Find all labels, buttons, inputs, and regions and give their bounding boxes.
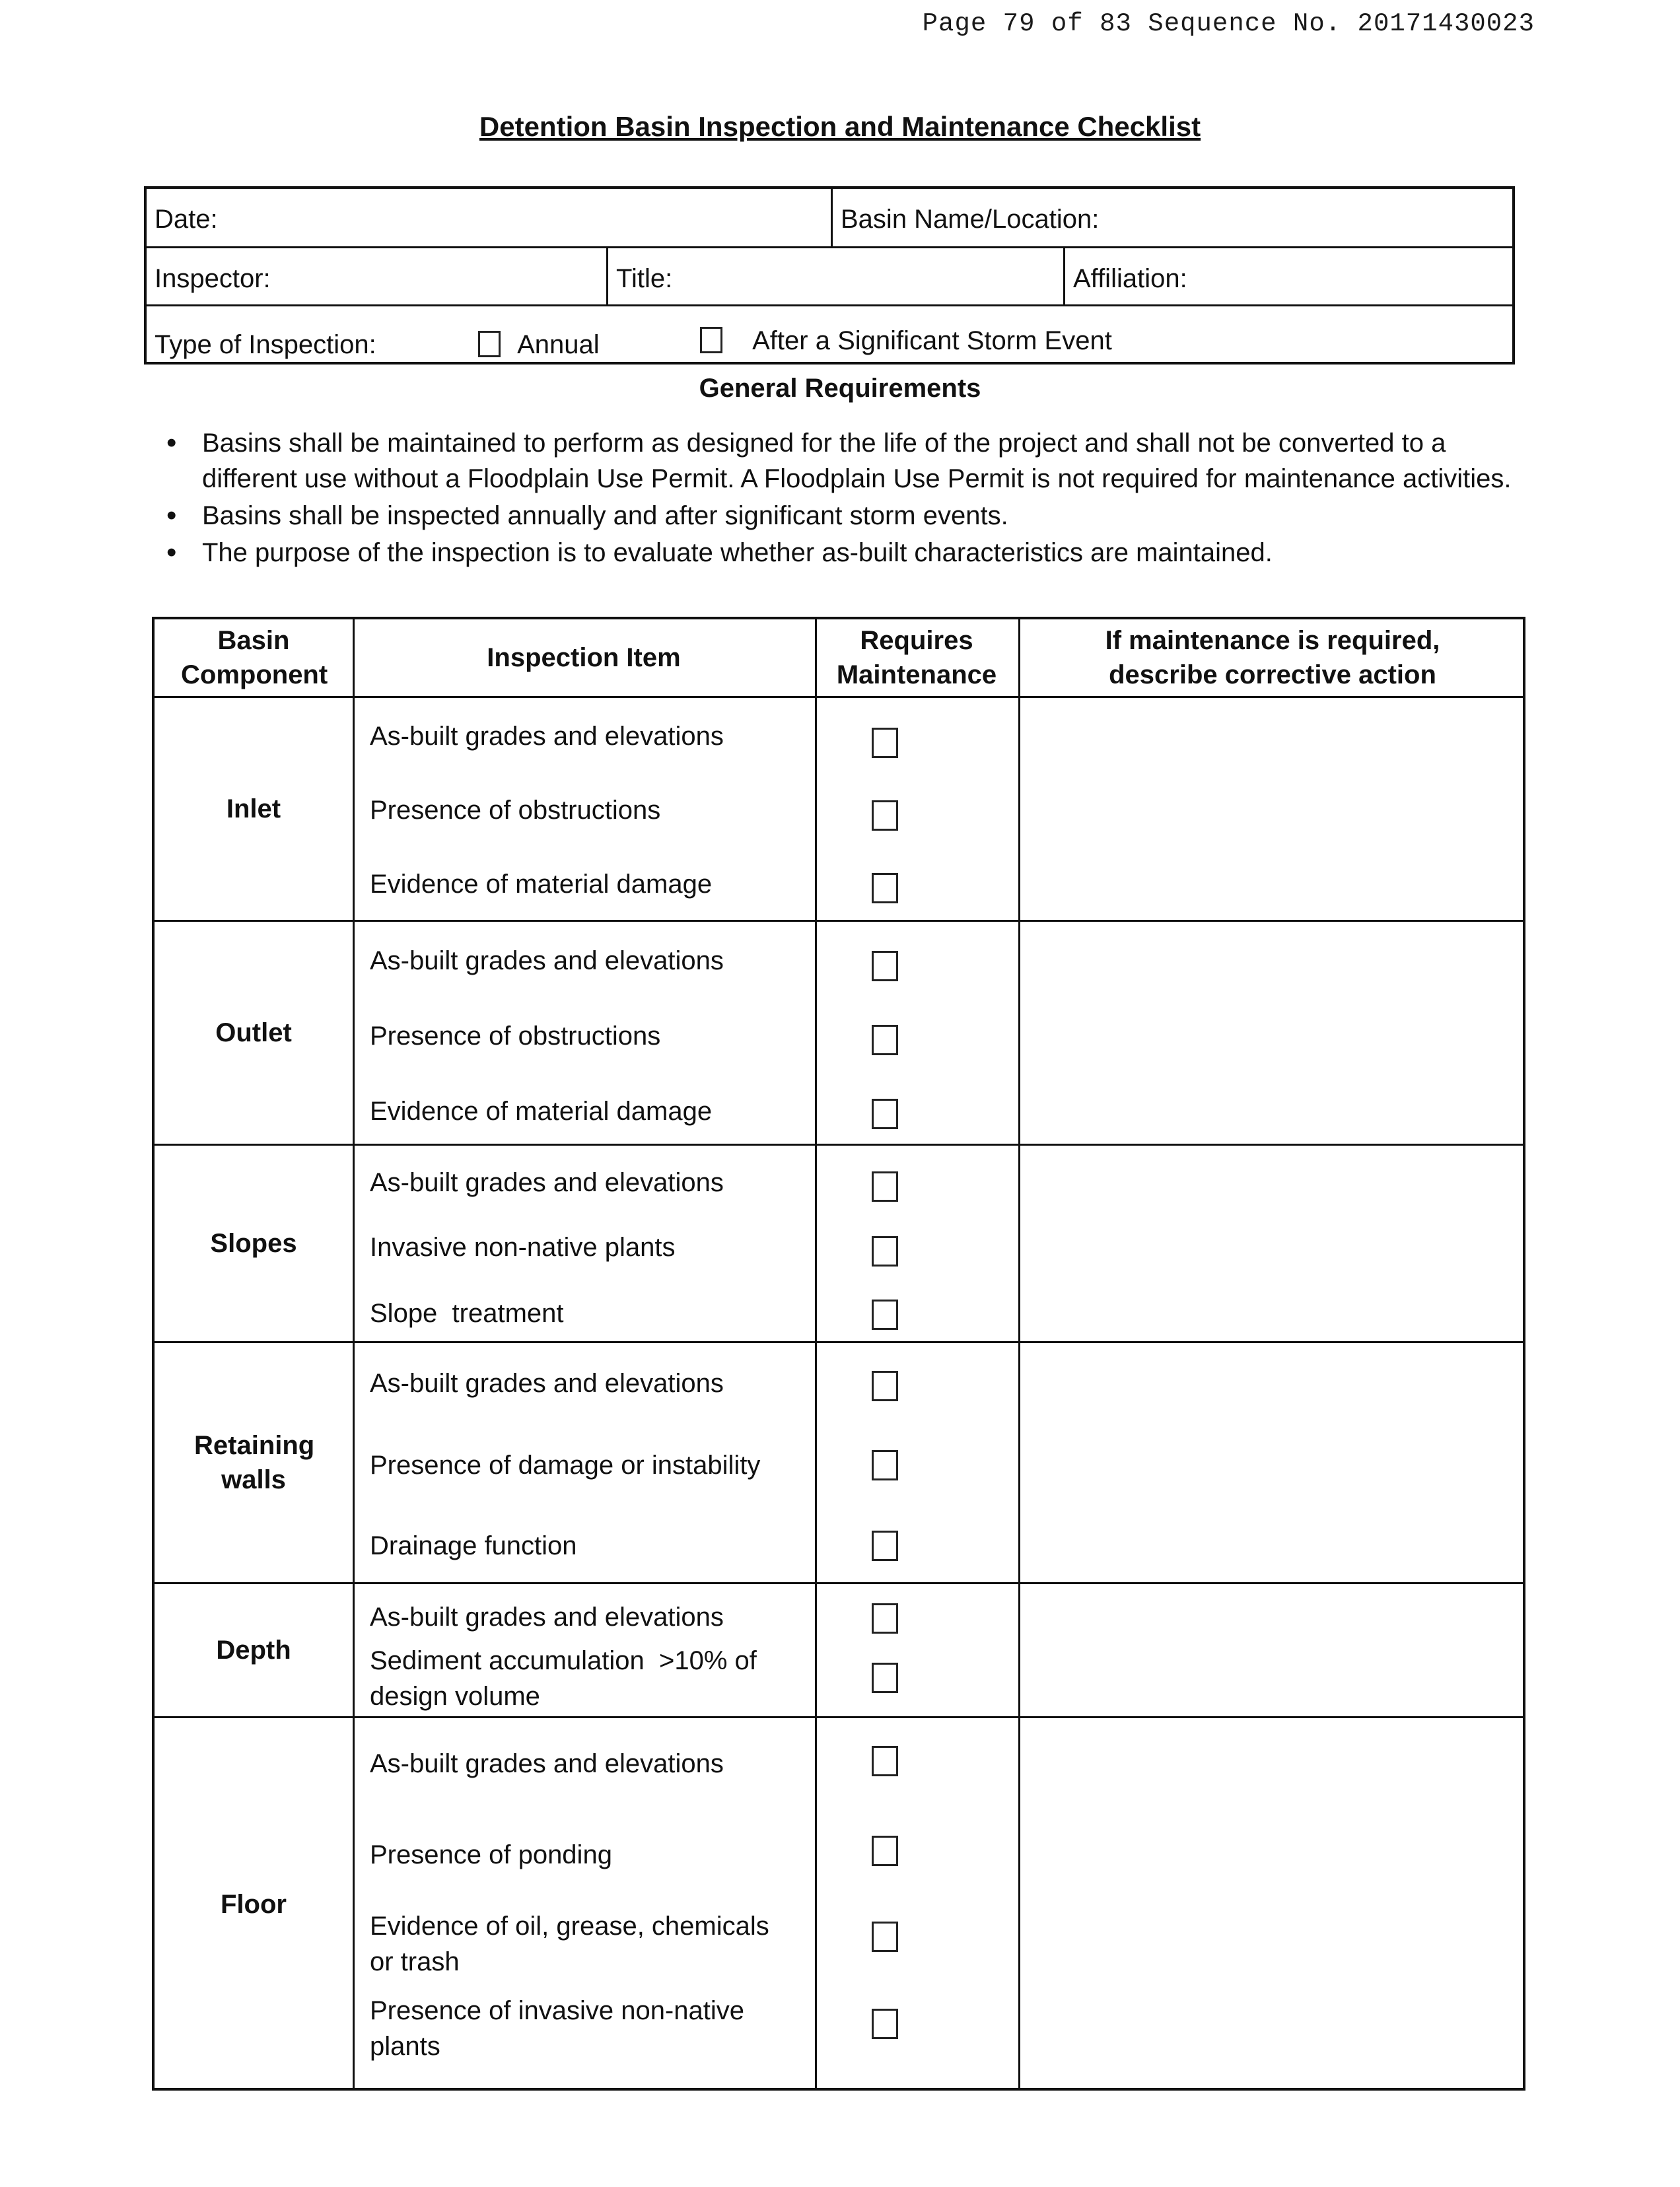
basin-location-label: Basin Name/Location: — [841, 205, 1100, 234]
row-divider — [155, 1716, 1523, 1718]
component-label: Outlet — [215, 1018, 292, 1047]
header-requires-maintenance — [815, 619, 1018, 696]
requires-maintenance-checkbox[interactable] — [872, 1025, 898, 1055]
header-row-date — [147, 189, 1512, 248]
item-label: Sediment accumulation >10% of design volume — [370, 1646, 765, 1711]
requires-maintenance-checkbox[interactable] — [872, 1300, 898, 1330]
header-text: Inspection Item — [487, 643, 681, 672]
item-label: Presence of invasive non-native plants — [370, 1996, 744, 2061]
general-requirements-heading: General Requirements — [699, 374, 981, 403]
annual-option[interactable] — [478, 330, 600, 360]
date-label: Date: — [155, 205, 218, 234]
component-label: Inlet — [226, 794, 281, 823]
page-header: Page 79 of 83 Sequence No. 20171430023 — [922, 9, 1535, 38]
requires-maintenance-checkbox[interactable] — [872, 1450, 898, 1480]
type-of-inspection-label: Type of Inspection: — [155, 330, 376, 359]
title-label: Title: — [616, 264, 673, 293]
requires-maintenance-checkbox[interactable] — [872, 728, 898, 758]
header-text: Basin Component — [181, 626, 328, 689]
basin-location-field[interactable] — [831, 189, 1512, 246]
requires-maintenance-checkbox[interactable] — [872, 1603, 898, 1634]
annual-checkbox[interactable] — [478, 331, 501, 357]
item-label: As-built grades and elevations — [370, 946, 724, 975]
component-slopes — [155, 1146, 353, 1341]
inspection-table — [152, 617, 1525, 2091]
requires-maintenance-checkbox[interactable] — [872, 2009, 898, 2039]
storm-event-checkbox[interactable] — [700, 327, 722, 353]
requires-maintenance-checkbox[interactable] — [872, 800, 898, 831]
document-title: Detention Basin Inspection and Maintenance Checklist — [479, 111, 1201, 142]
requires-maintenance-checkbox[interactable] — [872, 1663, 898, 1693]
header-basin-component — [155, 619, 353, 696]
row-divider — [155, 1341, 1523, 1343]
item-label: As-built grades and elevations — [370, 1369, 724, 1398]
component-retaining-walls — [155, 1343, 353, 1582]
component-inlet — [155, 698, 353, 920]
component-outlet — [155, 922, 353, 1144]
item-label: Evidence of oil, grease, chemicals or trash — [370, 1912, 769, 1976]
requires-maintenance-checkbox[interactable] — [872, 951, 898, 981]
requires-maintenance-checkbox[interactable] — [872, 1922, 898, 1952]
item-label: Presence of damage or instability — [370, 1451, 761, 1480]
requires-maintenance-checkbox[interactable] — [872, 1171, 898, 1202]
header-divider — [155, 696, 1523, 698]
title-field[interactable] — [606, 248, 1063, 304]
column-divider — [353, 619, 355, 2088]
row-divider — [155, 1144, 1523, 1146]
header-corrective-action — [1018, 619, 1527, 696]
item-label: Evidence of material damage — [370, 1097, 713, 1126]
requires-maintenance-checkbox[interactable] — [872, 1746, 898, 1776]
component-label: Slopes — [210, 1229, 297, 1258]
inspector-label: Inspector: — [155, 264, 271, 293]
general-requirements-list — [158, 425, 1512, 572]
requires-maintenance-checkbox[interactable] — [872, 1371, 898, 1401]
item-label: As-built grades and elevations — [370, 1603, 724, 1632]
component-label: Depth — [216, 1636, 291, 1665]
requires-maintenance-checkbox[interactable] — [872, 873, 898, 903]
storm-option[interactable] — [700, 326, 1112, 356]
affiliation-field[interactable] — [1063, 248, 1512, 304]
header-text: If maintenance is required, describe corrective action — [1105, 626, 1440, 689]
component-label: Retaining walls — [194, 1431, 315, 1494]
item-label: Presence of obstructions — [370, 1022, 661, 1051]
annual-label: Annual — [517, 330, 600, 359]
column-divider — [1018, 619, 1020, 2088]
requires-maintenance-checkbox[interactable] — [872, 1531, 898, 1561]
date-field[interactable] — [147, 189, 831, 246]
header-text: Requires Maintenance — [836, 626, 997, 689]
requirement-bullet: • The purpose of the inspection is to evaluate whether as-built characteristics are maintained. — [158, 535, 1512, 571]
item-label: As-built grades and elevations — [370, 722, 724, 751]
item-label: Slope treatment — [370, 1299, 564, 1328]
header-row-inspector — [147, 248, 1512, 306]
component-label: Floor — [221, 1890, 287, 1919]
requires-maintenance-checkbox[interactable] — [872, 1836, 898, 1866]
item-label: As-built grades and elevations — [370, 1168, 724, 1197]
component-floor — [155, 1718, 353, 2091]
item-label: As-built grades and elevations — [370, 1749, 724, 1778]
item-label: Presence of obstructions — [370, 796, 661, 825]
storm-event-label: After a Significant Storm Event — [752, 326, 1112, 355]
item-label: Evidence of material damage — [370, 870, 713, 899]
header-row-type — [147, 306, 1512, 363]
requirement-bullet: • Basins shall be maintained to perform as designed for the life of the project and shall not be converted to a different use without a Floodplain Use Permit. A Floodplain Use Permit is not required for maintenance activities. — [158, 425, 1512, 497]
requires-maintenance-checkbox[interactable] — [872, 1099, 898, 1129]
item-label: Presence of ponding — [370, 1840, 612, 1869]
header-inspection-item — [353, 619, 815, 696]
affiliation-label: Affiliation: — [1073, 264, 1187, 293]
item-label: Invasive non-native plants — [370, 1233, 676, 1262]
requires-maintenance-checkbox[interactable] — [872, 1236, 898, 1267]
inspector-field[interactable] — [147, 248, 606, 304]
requirement-bullet: • Basins shall be inspected annually and after significant storm events. — [158, 498, 1512, 534]
item-label: Drainage function — [370, 1531, 577, 1560]
header-form — [144, 186, 1515, 364]
row-divider — [155, 920, 1523, 922]
row-divider — [155, 1582, 1523, 1584]
component-depth — [155, 1584, 353, 1716]
